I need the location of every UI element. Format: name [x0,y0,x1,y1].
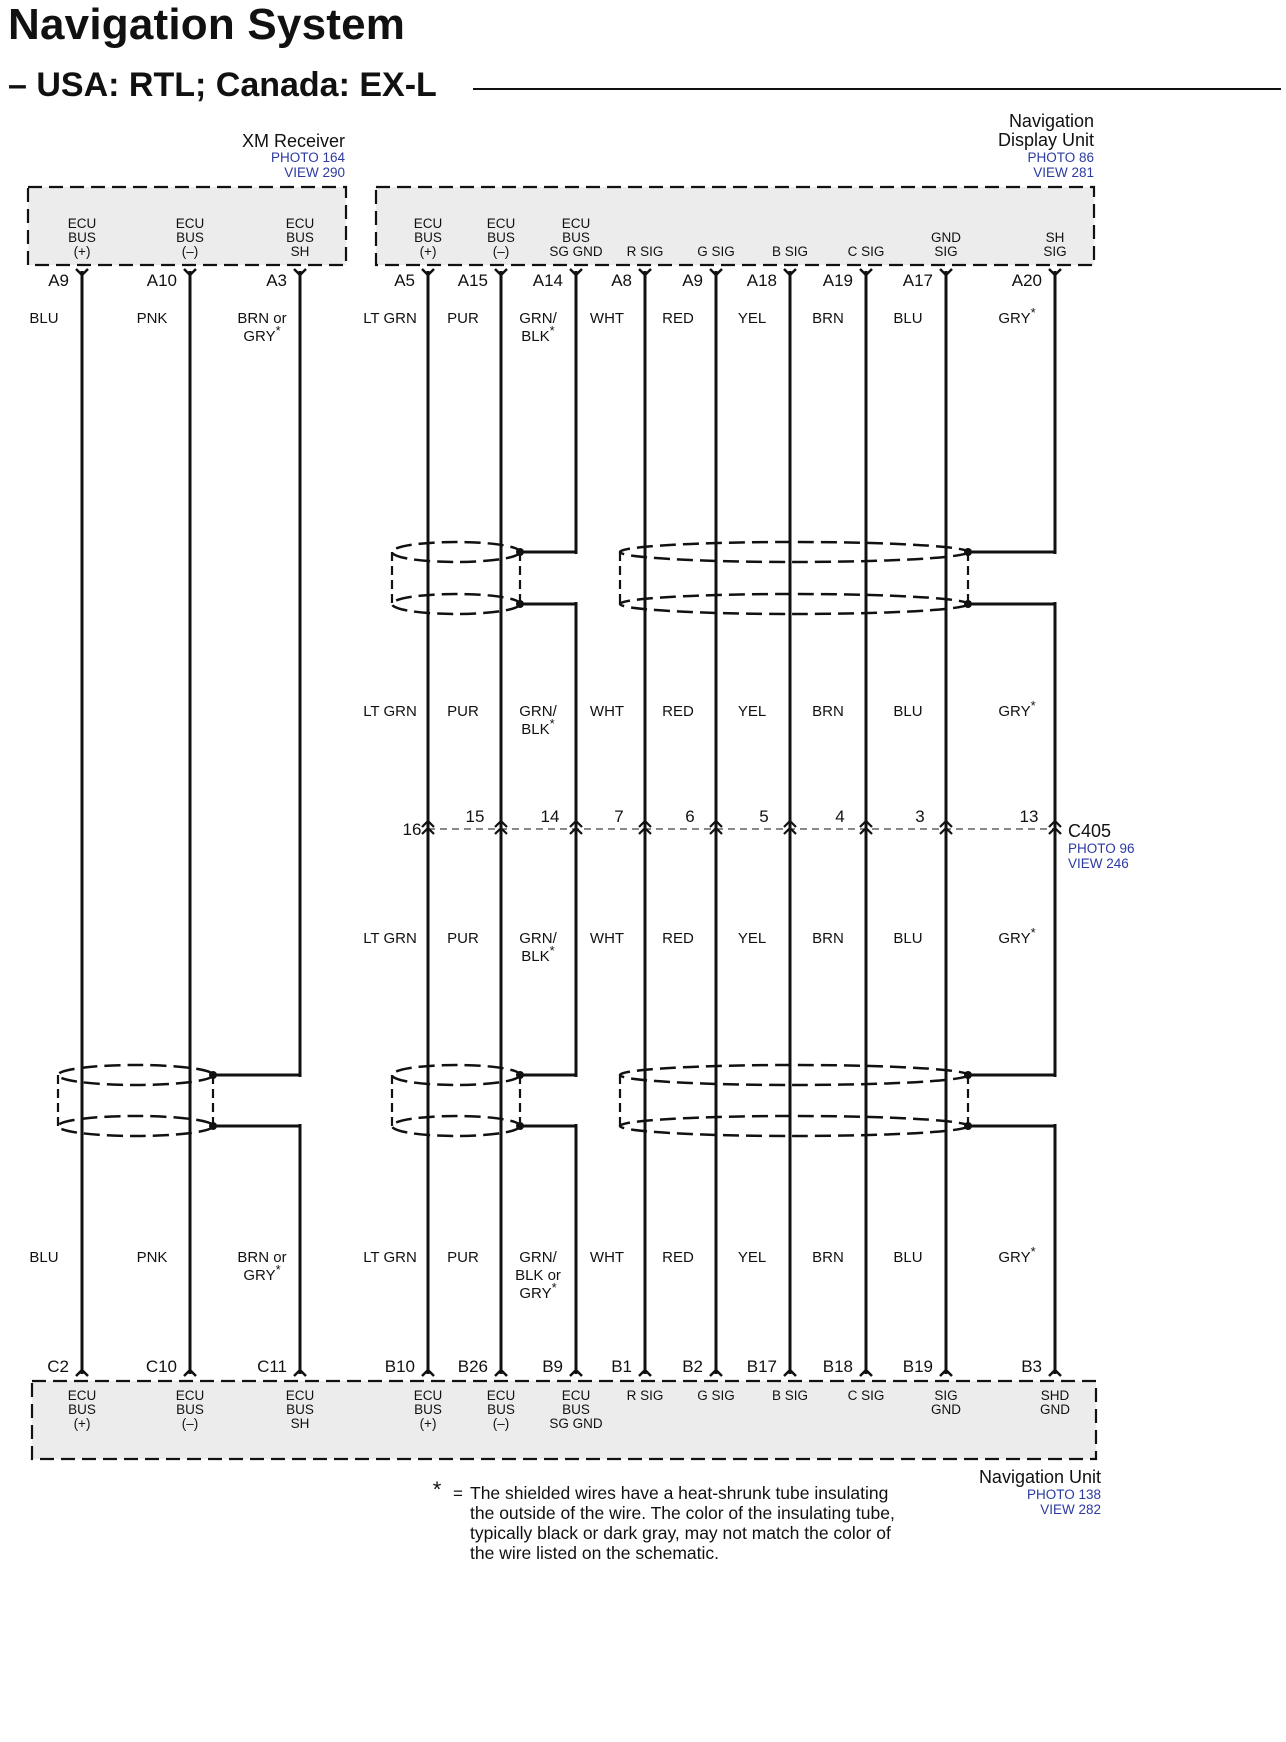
top-terminal-label: R SIG [626,244,664,259]
top-terminal-label: ECU [413,216,443,231]
wire-color-label: LT GRN [363,703,417,720]
wire-color-label: BLK* [521,943,555,965]
wire-color-label: PUR [447,310,479,327]
wire-color-label: BLU [893,703,923,720]
xm-receiver-title: XM Receiver [241,131,345,151]
wire-color-label: RED [662,1249,694,1266]
top-terminal-label: SH [1045,230,1065,245]
bottom-terminal-label: BUS [562,1402,590,1417]
bottom-pin-number: C11 [257,1357,287,1376]
wire-color-label: LT GRN [363,1249,417,1266]
bottom-terminal-label: GND [1040,1402,1070,1417]
footnote-line: the outside of the wire. The color of the insulating tube, [470,1503,895,1523]
top-pin-number: A3 [266,271,287,290]
bottom-terminal-label: BUS [414,1402,442,1417]
top-pin-number: A18 [746,271,777,290]
wire-color-label: GRN/ [519,310,557,327]
footnote-equals: = [453,1484,463,1503]
wire-color-label: BRN [812,930,844,947]
bottom-pin-number: B17 [746,1357,777,1376]
bottom-terminal-label: (+) [419,1416,437,1431]
bottom-terminal-label: B SIG [771,1388,809,1403]
top-terminal-label: BUS [487,230,515,245]
bottom-terminal-label: ECU [175,1388,205,1403]
top-terminal-label: (–) [181,244,199,259]
c405-pin-number: 5 [759,807,769,826]
bottom-terminal-label: SIG [934,1388,958,1403]
top-pin-number: A8 [611,271,632,290]
display-unit-title: Navigation [1008,111,1094,131]
wire-color-label: BRN or [237,310,287,327]
shield-ellipse-bottom [620,1116,968,1136]
bottom-terminal-label: ECU [561,1388,591,1403]
wire-color-label: LT GRN [363,930,417,947]
nav-unit-view-ref: VIEW 282 [1040,1502,1101,1517]
wire-color-label: BRN [812,1249,844,1266]
bottom-terminal-label: SH [290,1416,310,1431]
top-terminal-label: G SIG [697,244,735,259]
c405-pin-number: 3 [915,807,925,826]
display-unit-box [376,187,1094,265]
shield-drain-wire [213,271,300,1075]
c405-pin-number: 6 [685,807,695,826]
wire-color-label: BLU [29,1249,59,1266]
shield-drain-wire [968,835,1055,1075]
top-terminal-label: BUS [68,230,96,245]
wire-color-label: PUR [447,703,479,720]
wire-color-label: WHT [589,310,625,327]
nav-unit-title: Navigation Unit [978,1467,1101,1487]
bottom-terminal-label: ECU [413,1388,443,1403]
bottom-terminal-label: ECU [285,1388,315,1403]
wire-color-label: BLU [29,310,59,327]
page-title: Navigation System [8,0,406,49]
wire-color-label: WHT [589,703,625,720]
wire-color-label: BLK* [521,323,555,345]
wire-color-label: BRN [812,703,844,720]
wire-color-label: YEL [737,310,767,327]
top-pin-number: A15 [457,271,488,290]
bottom-terminal-label: G SIG [697,1388,735,1403]
wire-color-label: GRY* [998,698,1036,720]
wire-color-label: YEL [737,703,767,720]
wire-color-label: WHT [589,930,625,947]
wire-color-label: BRN or [237,1249,287,1266]
wire-color-label: GRY* [519,1280,557,1302]
bottom-pin-number: B2 [682,1357,703,1376]
top-terminal-label: ECU [67,216,97,231]
top-terminal-label: BUS [562,230,590,245]
display-unit-photo-ref: PHOTO 86 [1027,150,1094,165]
c405-pin-number: 7 [614,807,624,826]
wire-color-label: PUR [447,930,479,947]
top-terminal-label: (+) [419,244,437,259]
c405-pin-number: 15 [465,807,485,826]
wire-color-label: YEL [737,1249,767,1266]
bottom-pin-number: B1 [611,1357,632,1376]
bottom-terminal-label: ECU [67,1388,97,1403]
xm-receiver-photo-ref: PHOTO 164 [270,150,345,165]
wire-color-label: GRY* [998,1244,1036,1266]
wire-color-label: GRY* [243,1262,281,1284]
top-pin-number: A5 [394,271,415,290]
bottom-terminal-label: BUS [487,1402,515,1417]
wire-color-label: GRN/ [519,1249,557,1266]
top-pin-number: A17 [902,271,933,290]
bottom-pin-number: B26 [457,1357,488,1376]
wire-color-label: PUR [447,1249,479,1266]
wire-color-label: BLK or [515,1267,561,1284]
bottom-pin-number: B9 [542,1357,563,1376]
top-terminal-label: (+) [73,244,91,259]
top-pin-number: A19 [822,271,853,290]
wire-color-label: RED [662,703,694,720]
top-terminal-label: BUS [176,230,204,245]
wire-color-label: BLU [893,310,923,327]
bottom-terminal-label: ECU [486,1388,516,1403]
bottom-terminal-label: BUS [68,1402,96,1417]
top-terminal-label: B SIG [771,244,809,259]
top-terminal-label: BUS [414,230,442,245]
display-unit-title-2: Display Unit [997,130,1094,150]
top-pin-number: A9 [48,271,69,290]
bottom-pin-number: B10 [384,1357,415,1376]
top-terminal-label: ECU [285,216,315,231]
top-terminal-label: ECU [175,216,205,231]
shield-ellipse-top [620,1065,968,1085]
c405-pin-number: 4 [835,807,845,826]
top-pin-number: A20 [1011,271,1042,290]
top-pin-number: A10 [146,271,177,290]
wire-color-label: GRY* [243,323,281,345]
top-terminal-label: C SIG [847,244,885,259]
bottom-pin-number: C2 [47,1357,69,1376]
c405-pin-number: 14 [540,807,560,826]
bottom-terminal-label: BUS [176,1402,204,1417]
top-terminal-label: ECU [561,216,591,231]
wire-color-label: BLK* [521,716,555,738]
page-subtitle: – USA: RTL; Canada: EX-L [8,66,437,104]
lower-shield-video [620,1065,968,1136]
wire-color-label: PNK [136,1249,168,1266]
top-terminal-label: SG GND [549,244,603,259]
c405-pin-number: 13 [1019,807,1039,826]
top-terminal-label: (–) [492,244,510,259]
wire-color-label: GRY* [998,925,1036,947]
wire-color-label: YEL [737,930,767,947]
bottom-pin-number: C10 [145,1357,177,1376]
top-terminal-label: ECU [486,216,516,231]
bottom-pin-number: B18 [822,1357,853,1376]
footnote-line: typically black or dark gray, may not match the color of [470,1523,891,1543]
c405-view-ref: VIEW 246 [1068,856,1129,871]
upper-shield-video [620,542,968,614]
nav-unit-photo-ref: PHOTO 138 [1026,1487,1101,1502]
top-terminal-label: SIG [934,244,958,259]
wire-color-label: GRN/ [519,930,557,947]
xm-receiver-view-ref: VIEW 290 [284,165,345,180]
top-terminal-label: BUS [286,230,314,245]
wire-color-label: GRY* [998,305,1036,327]
wire-color-label: BLU [893,930,923,947]
bottom-terminal-label: C SIG [847,1388,885,1403]
top-pin-number: A14 [532,271,563,290]
footnote-line: the wire listed on the schematic. [470,1543,720,1563]
wire-color-label: WHT [589,1249,625,1266]
wire-color-label: BRN [812,310,844,327]
bottom-terminal-label: (+) [73,1416,91,1431]
top-terminal-label: GND [931,230,961,245]
shield-ellipse-bottom [620,594,968,614]
wire-color-label: BLU [893,1249,923,1266]
bottom-pin-number: B3 [1021,1357,1042,1376]
bottom-terminal-label: SG GND [549,1416,603,1431]
bottom-terminal-label: SHD [1040,1388,1070,1403]
wire-color-label: RED [662,930,694,947]
bottom-terminal-label: BUS [286,1402,314,1417]
bottom-terminal-label: (–) [492,1416,510,1431]
bottom-terminal-label: GND [931,1402,961,1417]
c405-title: C405 [1068,821,1112,841]
c405-pin-number: 16 [402,820,422,839]
bottom-pin-number: B19 [902,1357,933,1376]
top-terminal-label: SH [290,244,310,259]
wire-color-label: RED [662,310,694,327]
bottom-terminal-label: R SIG [626,1388,664,1403]
shield-ellipse-top [620,542,968,562]
footnote-line: The shielded wires have a heat-shrunk tube insulating [470,1483,889,1503]
wire-color-label: PNK [136,310,168,327]
top-pin-number: A9 [682,271,703,290]
display-unit-view-ref: VIEW 281 [1033,165,1094,180]
footnote-star: * [432,1477,442,1502]
bottom-terminal-label: (–) [181,1416,199,1431]
top-terminal-label: SIG [1043,244,1067,259]
c405-photo-ref: PHOTO 96 [1068,841,1135,856]
wire-color-label: GRN/ [519,703,557,720]
wire-color-label: LT GRN [363,310,417,327]
